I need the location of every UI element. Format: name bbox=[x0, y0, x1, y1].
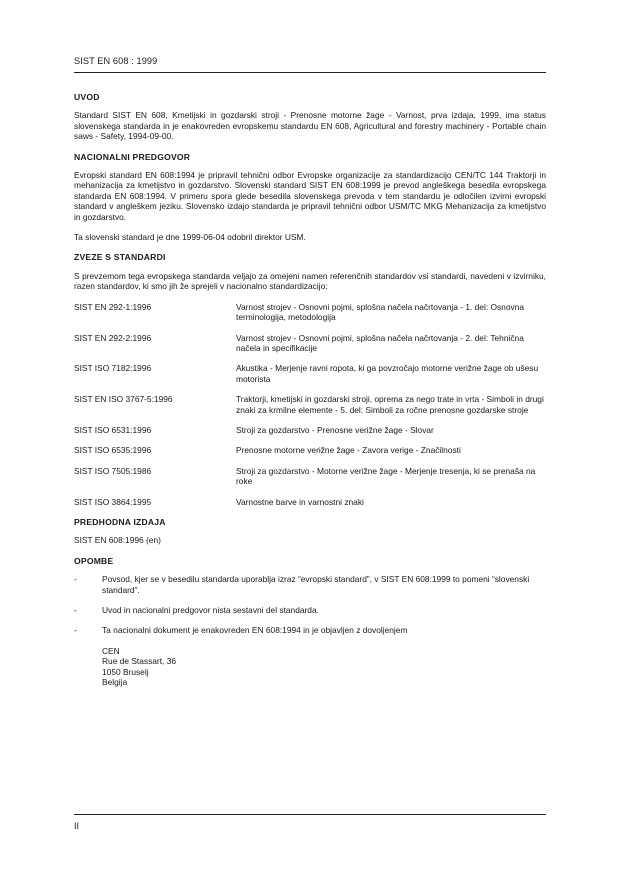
reference-code: SIST ISO 7182:1996 bbox=[74, 363, 152, 374]
reference-row bbox=[74, 497, 546, 507]
note-text: Uvod in nacionalni predgovor nista sestavni del standarda. bbox=[102, 605, 319, 615]
section-heading-predgovor: NACIONALNI PREDGOVOR bbox=[74, 151, 191, 162]
reference-code: SIST ISO 3864:1995 bbox=[74, 496, 152, 507]
reference-list bbox=[74, 302, 546, 507]
section-heading-predhodna: PREDHODNA IZDAJA bbox=[74, 516, 166, 527]
predhodna-text: SIST EN 608:1996 (en) bbox=[74, 535, 161, 546]
note-text: Povsod, kjer se v besedilu standarda uporablja izraz “evropski standard”, v SIST EN 608:1999 to pomeni “slovenski standard”. bbox=[102, 574, 530, 595]
address-line: CEN bbox=[102, 645, 120, 656]
reference-code: SIST ISO 7505:1986 bbox=[74, 465, 152, 476]
reference-row bbox=[74, 445, 546, 455]
reference-title: Akustika - Merjenje ravni ropota, ki ga povzročajo motorne verižne žage ob ušesu motorista bbox=[236, 363, 539, 384]
document-body bbox=[74, 92, 546, 687]
reference-title: Prenosne motorne verižne žage - Zavora verige - Značilnosti bbox=[236, 445, 461, 456]
note-item bbox=[74, 625, 546, 635]
note-bullet: - bbox=[74, 625, 77, 636]
section-heading-opombe: OPOMBE bbox=[74, 555, 114, 566]
uvod-text: Standard SIST EN 608, Kmetijski in gozdarski stroji - Prenosne motorne žage - Varnost, prva izdaja, 1999, ima status slovenskega standarda in je enakovreden evropskemu standardu EN 608, Agricultural and forestry machinery - Portable chain saws - Safety, 1994-09-00. bbox=[74, 110, 546, 142]
reference-row bbox=[74, 425, 546, 435]
reference-title: Stroji za gozdarstvo - Motorne verižne žage - Merjenje tresenja, ki se prenaša na roke bbox=[236, 465, 536, 487]
predgovor-approval: Ta slovenski standard je dne 1999-06-04 odobril direktor USM. bbox=[74, 232, 306, 243]
reference-title: Stroji za gozdarstvo - Prenosne verižne žage - Slovar bbox=[236, 424, 434, 435]
reference-row bbox=[74, 363, 546, 384]
note-item bbox=[74, 574, 546, 595]
section-heading-zveze: ZVEZE S STANDARDI bbox=[74, 252, 166, 263]
footer-rule bbox=[74, 814, 546, 815]
address-line: Rue de Stassart, 36 bbox=[102, 656, 177, 667]
reference-row bbox=[74, 394, 546, 415]
reference-code: SIST ISO 6531:1996 bbox=[74, 424, 152, 435]
page-number: II bbox=[74, 821, 80, 831]
reference-code: SIST EN 292-2:1996 bbox=[74, 332, 152, 343]
address-line: 1050 Bruselj bbox=[102, 666, 149, 677]
section-heading-uvod: UVOD bbox=[74, 92, 100, 102]
address-line: Belgija bbox=[102, 677, 128, 688]
reference-code: SIST EN 292-1:1996 bbox=[74, 301, 152, 312]
reference-row bbox=[74, 302, 546, 323]
reference-row bbox=[74, 333, 546, 354]
header-rule bbox=[74, 72, 546, 73]
cen-address bbox=[102, 646, 546, 688]
predgovor-text: Evropski standard EN 608:1994 je pripravil tehnični odbor Evropske organizacije za standardizacijo CEN/TC 144 Traktorji in mehanizacija za kmetijstvo in gozdarstvo. Slovenski standard SIST EN 608:1999 je prevod angleškega besedila evropskega standarda EN 608:1994. V primeru spora glede besedila slovenskega prevoda v tem standardu je odločilen izvirni evropski standard v angleškem jeziku. Slovensko izdajo standarda je pripravil tehnični odbor USM/TC MKG Mehanizacija za kmetijstvo in gozdarstvo. bbox=[74, 170, 546, 222]
note-bullet: - bbox=[74, 605, 77, 615]
reference-title: Traktorji, kmetijski in gozdarski stroji, oprema za nego trate in vrta - Simboli in drugi znaki za krmilne elemente - 5. del: Simboli za ročne prenosne gozdarske stroje bbox=[236, 394, 544, 415]
reference-code: SIST ISO 6535:1996 bbox=[74, 445, 152, 456]
reference-title: Varnost strojev - Osnovni pojmi, splošna načela načrtovanja - 2. del: Tehnična načela in specifikacije bbox=[236, 332, 524, 353]
zveze-intro: S prevzemom tega evropskega standarda veljajo za omejeni namen referenčnih standardov vsi standardi, navedeni v izvirniku, razen standardov, ki smo jih že sprejeli v nacionalno standardizacijo: bbox=[74, 270, 546, 292]
reference-code: SIST EN ISO 3767-5:1996 bbox=[74, 394, 173, 405]
reference-row bbox=[74, 466, 546, 487]
document-header: SIST EN 608 : 1999 bbox=[74, 56, 158, 66]
note-bullet: - bbox=[74, 574, 77, 585]
reference-title: Varnost strojev - Osnovni pojmi, splošna načela načrtovanja - 1. del: Osnovna terminologija, metodologija bbox=[236, 301, 524, 323]
note-text: Ta nacionalni dokument je enakovreden EN 608:1994 in je objavljen z dovoljenjem bbox=[102, 625, 408, 636]
reference-title: Varnostne barve in varnostni znaki bbox=[236, 496, 364, 507]
note-item bbox=[74, 605, 546, 615]
